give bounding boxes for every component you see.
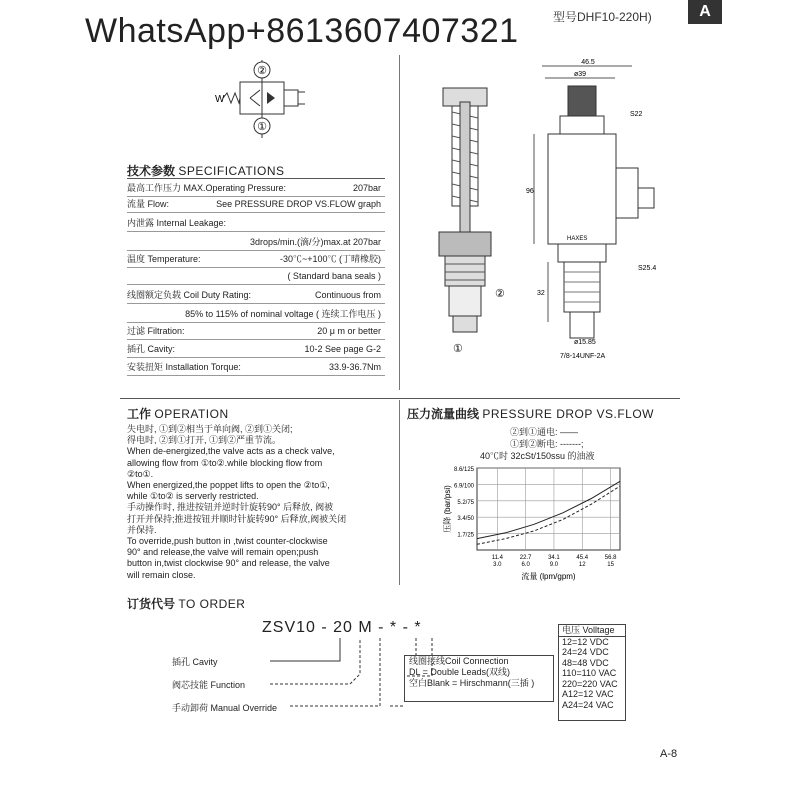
- whatsapp-watermark: WhatsApp+8613607407321: [85, 12, 519, 50]
- x-tick-label-bottom: 9.0: [549, 562, 559, 568]
- voltage-option: 12=12 VDC: [562, 636, 609, 647]
- dimension-drawing: [520, 58, 680, 368]
- x-tick-label-top: 45.4: [576, 555, 589, 561]
- legend-oil: 40℃时 32cSt/150ssu 的油液: [480, 451, 595, 461]
- symbol-port2: ②: [257, 65, 267, 77]
- spec-label: 流量 Flow:: [127, 199, 170, 209]
- y-tick-label: 6.9/100: [453, 483, 474, 490]
- dim-coil: ø39: [573, 71, 587, 78]
- y-tick-label: 1.7/25: [457, 532, 474, 539]
- x-tick-label-top: 56.8: [604, 555, 617, 561]
- brand-label: HAXES: [567, 236, 588, 242]
- valve-section-view: [425, 82, 515, 357]
- spec-row: [127, 359, 385, 376]
- spec-value: See PRESSURE DROP VS.FLOW graph: [216, 199, 381, 209]
- x-tick-label-top: 11.4: [491, 555, 503, 561]
- dim-s25: S25.4: [638, 265, 657, 272]
- y-tick-label: 5.2/75: [457, 499, 474, 506]
- order-title: 订货代号 TO ORDER: [127, 597, 246, 611]
- order-code: ZSV10 - 20 M - * - *: [262, 619, 422, 636]
- pressure-title: 压力流量曲线 PRESSURE DROP VS.FLOW: [407, 407, 655, 421]
- x-tick-label-top: 22.7: [519, 555, 532, 561]
- spec-value: 20 μ m or better: [317, 326, 381, 336]
- spec-label: 插孔 Cavity:: [127, 344, 176, 354]
- hydraulic-symbol: [205, 60, 320, 138]
- x-tick-label-top: 34.1: [548, 555, 560, 561]
- spec-label: 线圈额定负载 Coil Duty Rating:: [127, 290, 252, 300]
- spec-row: [127, 323, 385, 340]
- legend-energized: ②到①通电: ——: [510, 427, 579, 437]
- x-axis-label: 流量 (lpm/gpm): [521, 572, 576, 581]
- voltage-option: 110=110 VAC: [562, 668, 617, 678]
- voltage-option: A12=12 VAC: [562, 689, 614, 699]
- spec-label: 安装扭矩 Installation Torque:: [127, 362, 241, 372]
- spec-row: [127, 306, 385, 323]
- dim-thread: 7/8-14UNF-2A: [560, 353, 606, 360]
- spec-value: -30℃~+100℃ (丁晴橡胶): [279, 254, 381, 264]
- spec-title-rule: [127, 178, 385, 179]
- series-line-1: [477, 486, 620, 544]
- symbol-port1: ①: [257, 121, 267, 133]
- operation-text: 失电时, ①到②相当于单向阀, ②到①关闭; 得电时, ②到①打开, ①到②严重节流。 When de-energized,the valve acts as a check valve, allowing flow from ①to②.while blocking flow from ②to①. When energized,the poppet lifts to open the ②to①, while ①to② is serverly restricted. 手动操作时, 推进按钮并逆时针旋转90° 后释放, 阀被 打开并保持;推进按钮并顺时针旋转90° 后释放,阀被关闭 并保持. To override,push button in ,twist counter-clockwise 90° and release,the valve will remain open;push button in,twist clockwise 90° and release, the valve will remain close.: [127, 424, 347, 580]
- operation-title: 工作 OPERATION: [127, 407, 229, 421]
- override-label: 手动卸荷 Manual Override: [172, 703, 278, 713]
- spec-row: [127, 196, 385, 213]
- coil-body: [548, 134, 616, 244]
- coil-title: 线圈接线Coil Connection: [409, 656, 509, 666]
- plot-frame: [477, 468, 620, 550]
- section-port1: ①: [453, 343, 463, 355]
- y-tick-label: 3.4/50: [457, 516, 474, 523]
- spec-value: ( Standard bana seals ): [287, 271, 381, 281]
- vertical-divider: [399, 55, 400, 390]
- spec-label: 最高工作压力 MAX.Operating Pressure:: [127, 183, 287, 193]
- legend-deenergized: ①到②断电: -------;: [510, 439, 584, 449]
- spec-label: 温度 Temperature:: [127, 254, 201, 264]
- coil-blank: 空白Blank = Hirschmann(三插 ): [409, 678, 535, 688]
- coil-dl: DL = Double Leads(双线): [409, 667, 510, 677]
- x-tick-label-bottom: 3.0: [493, 562, 502, 568]
- voltage-title: 电压 Volltage: [559, 625, 625, 637]
- spec-value: 3drops/min.(滴/分)max.at 207bar: [249, 237, 381, 247]
- dim-h32: 32: [537, 290, 545, 297]
- cavity-label: 插孔 Cavity: [172, 657, 218, 667]
- symbol-w-label: W: [215, 94, 225, 105]
- spec-label: 内泄露 Internal Leakage:: [127, 218, 227, 228]
- series-line-0: [477, 481, 620, 538]
- voltage-option: 24=24 VDC: [562, 647, 609, 657]
- function-label: 阀芯技能 Function: [172, 680, 246, 690]
- x-tick-label-bottom: 6.0: [521, 562, 530, 568]
- spec-label: 过滤 Filtration:: [127, 326, 185, 336]
- y-tick-label: 8.6/125: [453, 467, 474, 473]
- spec-value: Continuous from: [314, 290, 381, 300]
- voltage-box: [558, 624, 626, 721]
- section-tab: A: [688, 0, 722, 24]
- spec-row: [127, 251, 385, 268]
- x-tick-label-bottom: 12: [578, 562, 586, 568]
- voltage-option: A24=24 VAC: [562, 699, 614, 710]
- spec-value: 10-2 See page G-2: [304, 344, 381, 354]
- dim-overall: 46.5: [581, 59, 595, 66]
- spec-row: [127, 215, 385, 232]
- spec-value: 85% to 115% of nominal voltage ( 连续工作电压 ): [185, 309, 381, 319]
- page-number: A-8: [660, 748, 678, 760]
- dim-height96: 96: [526, 188, 534, 195]
- dim-bottom: ø15.85: [574, 339, 596, 346]
- x-tick-label-bottom: 15: [607, 562, 614, 568]
- spec-value: 33.9-36.7Nm: [328, 362, 381, 372]
- spec-row: [127, 180, 385, 197]
- spec-value: 207bar: [352, 183, 381, 193]
- spec-row: [127, 234, 385, 251]
- knurled-knob: [568, 86, 596, 116]
- y-axis-label: 压降 (bar/psi): [443, 485, 452, 533]
- model-label: 型号DHF10-220H): [553, 10, 652, 24]
- spec-title: 技术参数 SPECIFICATIONS: [127, 164, 285, 178]
- voltage-option: 220=220 VAC: [562, 678, 618, 689]
- spec-row: [127, 268, 385, 285]
- pressure-drop-chart: [440, 460, 640, 585]
- voltage-option: 48=48 VDC: [562, 657, 609, 668]
- spec-row: [127, 287, 385, 304]
- coil-connection-box: [404, 655, 554, 702]
- mid-rule: [120, 398, 680, 399]
- dim-s22: S22: [630, 111, 643, 118]
- spec-row: [127, 341, 385, 358]
- section-port2: ②: [495, 288, 505, 300]
- vertical-divider-lower: [399, 400, 400, 585]
